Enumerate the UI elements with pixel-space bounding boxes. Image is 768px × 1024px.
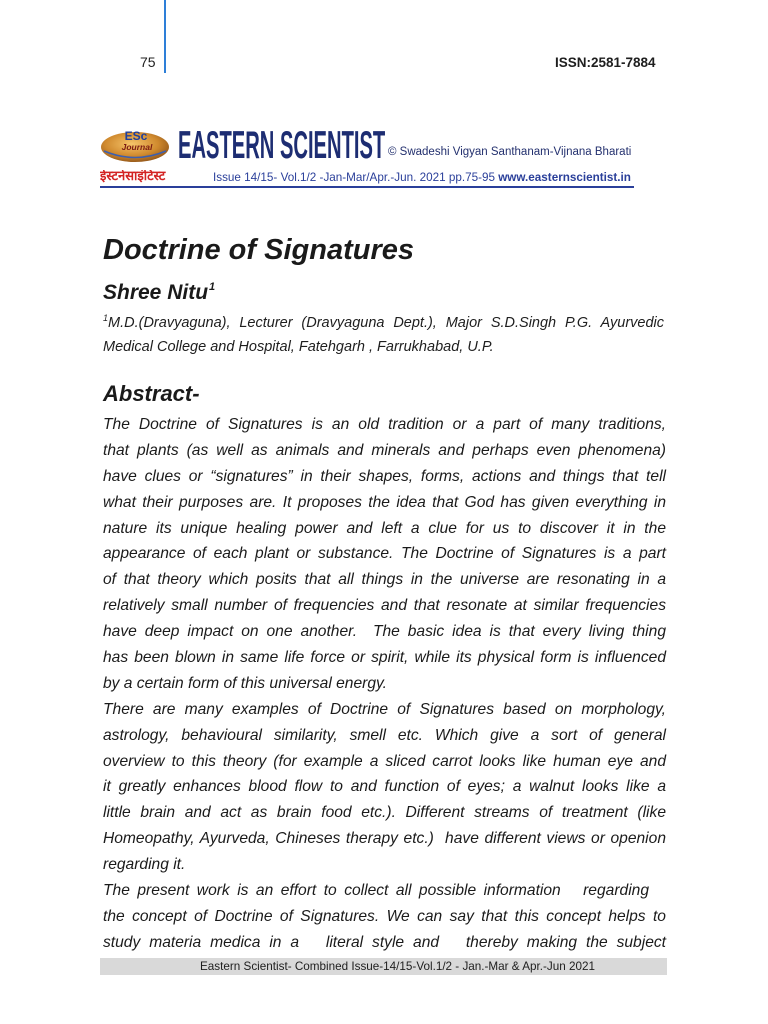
- abstract-line: by a certain form of this universal energy.: [103, 674, 387, 692]
- article-title: Doctrine of Signatures: [103, 234, 414, 266]
- masthead-underline: [100, 186, 634, 188]
- journal-masthead-title: EASTERN SCIENTIST: [178, 124, 386, 167]
- copyright-notice: © Swadeshi Vigyan Santhanam-Vijnana Bharati: [388, 146, 632, 158]
- abstract-line: have clues or “signatures” in their shapes, forms, actions and things that tell: [103, 467, 666, 485]
- abstract-line: that plants (as well as animals and minerals and perhaps even phenomena): [103, 441, 666, 459]
- abstract-line: the concept of Doctrine of Signatures. We can say that this concept helps to: [103, 907, 666, 925]
- author-name: Shree Nitu: [103, 281, 209, 304]
- abstract-line: study materia medica in a literal style and thereby making the subject: [103, 933, 666, 951]
- hindi-journal-title: ईस्टर्नसाइंटिस्ट: [100, 170, 166, 184]
- abstract-line: The Doctrine of Signatures is an old tradition or a part of many traditions,: [103, 416, 666, 433]
- issue-info-line: [213, 172, 631, 184]
- abstract-line: what their purposes are. It proposes the idea that God has given everything in: [103, 493, 666, 511]
- abstract-paragraph: [103, 697, 666, 878]
- abstract-line: Homeopathy, Ayurveda, Chineses therapy etc.) have different views or openion: [103, 830, 666, 848]
- abstract-line: appearance of each plant or substance. The Doctrine of Signatures is a part: [103, 545, 666, 563]
- issue-details: Issue 14/15- Vol.1/2 -Jan-Mar/Apr.-Jun. 2021 pp.75-95: [213, 171, 495, 184]
- abstract-line: of that theory which posits that all things in the universe are resonating in a: [103, 571, 666, 589]
- header-vertical-rule: [164, 0, 166, 73]
- abstract-line: overview to this theory (for example a sliced carrot looks like human eye and: [103, 752, 666, 770]
- abstract-body: [103, 412, 666, 956]
- affiliation-text: M.D.(Dravyaguna), Lecturer (Dravyaguna Dept.), Major S.D.Singh P.G. Ayurvedic: [108, 315, 664, 331]
- abstract-line: has been blown in same life force or spirit, while its physical form is influenced: [103, 649, 666, 667]
- logo-journal-text: Journal: [121, 142, 153, 152]
- abstract-line: relatively small number of frequencies and that resonate at similar frequencies: [103, 597, 666, 615]
- abstract-heading: Abstract-: [103, 381, 200, 406]
- abstract-line: astrology, behavioural similarity, smell etc. Which give a sort of general: [103, 726, 666, 744]
- abstract-line: little brain and act as brain food etc.). Different streams of treatment (like: [103, 804, 666, 822]
- affiliation-marker: 1: [103, 313, 109, 323]
- affiliation-line: Medical College and Hospital, Fatehgarh , Farrukhabad, U.P.: [103, 339, 494, 355]
- abstract-line: have deep impact on one another. The basic idea is that every living thing: [103, 623, 666, 641]
- abstract-line: nature its unique healing power and left a clue for us to discover it in the: [103, 519, 666, 537]
- abstract-line: There are many examples of Doctrine of Signatures based on morphology,: [103, 700, 666, 718]
- issn-label: ISSN:2581-7884: [555, 55, 656, 70]
- page-number: 75: [140, 54, 156, 70]
- author-line: [103, 282, 215, 307]
- journal-website: www.easternscientist.in: [498, 171, 631, 184]
- author-affiliation: [103, 311, 664, 359]
- abstract-line: regarding it.: [103, 856, 186, 874]
- abstract-line: The present work is an effort to collect all possible information regarding: [103, 882, 649, 900]
- abstract-paragraph: [103, 878, 666, 956]
- abstract-paragraph: [103, 412, 666, 697]
- affiliation-line: [103, 311, 664, 335]
- journal-logo: [100, 124, 170, 164]
- author-affiliation-marker: 1: [209, 281, 216, 293]
- abstract-line: it greatly enhances blood flow to and function of eyes; a walnut looks like a: [103, 778, 666, 796]
- footer-text: Eastern Scientist- Combined Issue-14/15-Vol.1/2 - Jan.-Mar & Apr.-Jun 2021: [200, 960, 595, 973]
- logo-esc-text: ESc: [124, 129, 148, 143]
